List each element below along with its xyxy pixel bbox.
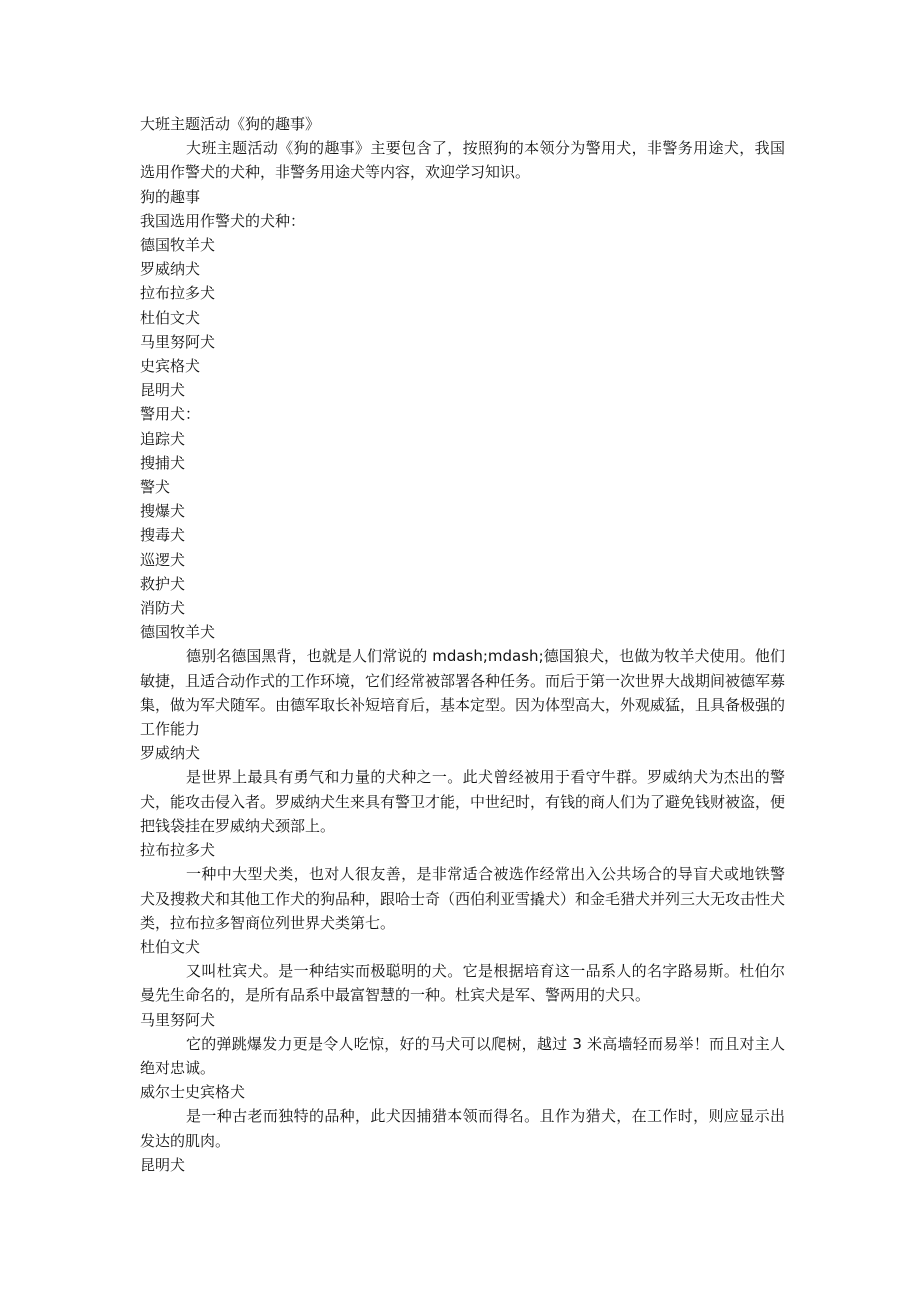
list-item: 拉布拉多犬 — [140, 284, 216, 303]
section-title: 狗的趣事 — [140, 187, 201, 206]
list-item: 搜毒犬 — [140, 526, 186, 545]
list-item: 搜捕犬 — [140, 453, 186, 472]
list-item: 德国牧羊犬 — [140, 236, 216, 255]
breed-description: 是世界上最具有勇气和力量的犬种之一。此犬曾经被用于看守牛群。罗威纳犬为杰出的警犬，能攻击侵入者。罗威纳犬生来具有警卫才能，中世纪时，有钱的商人们为了避免钱财被盗，便把钱袋挂在罗威纳犬颈部上。 — [140, 768, 786, 835]
breed-description: 德别名德国黑背，也就是人们常说的 mdash;mdash;德国狼犬，也做为牧羊犬使用。他们敏捷，且适合动作式的工作环境，它们经常被部署各种任务。而后于第一次世界大战期间被德军募集，做为军犬随军。由德军取长补短培育后，基本定型。因为体型高大，外观威猛，且具备极强的工作能力 — [140, 647, 786, 739]
breed-heading: 威尔士史宾格犬 — [140, 1083, 246, 1102]
list-item: 搜爆犬 — [140, 502, 186, 521]
list-item: 罗威纳犬 — [140, 260, 201, 279]
breed-heading: 拉布拉多犬 — [140, 841, 216, 860]
document-title: 大班主题活动《狗的趣事》 — [140, 115, 321, 133]
breed-heading: 昆明犬 — [140, 1155, 186, 1174]
breed-description: 一种中大型犬类，也对人很友善，是非常适合被选作经常出入公共场合的导盲犬或地铁警犬及搜救犬和其他工作犬的狗品种，跟哈士奇（西伯利亚雪撬犬）和金毛猎犬并列三大无攻击性犬类，拉布拉多智商位列世界犬类第七。 — [140, 865, 786, 932]
breed-heading: 杜伯文犬 — [140, 937, 201, 956]
breed-heading: 罗威纳犬 — [140, 744, 201, 763]
list-item: 昆明犬 — [140, 381, 186, 400]
breed-heading: 德国牧羊犬 — [140, 623, 216, 642]
breed-description: 是一种古老而独特的品种，此犬因捕猎本领而得名。且作为猎犬，在工作时，则应显示出发达的肌肉。 — [140, 1107, 785, 1150]
breed-heading: 马里努阿犬 — [140, 1010, 216, 1029]
document-page — [140, 112, 785, 1177]
list-item: 追踪犬 — [140, 429, 186, 448]
list-item: 巡逻犬 — [140, 550, 186, 569]
list-item: 救护犬 — [140, 574, 186, 593]
breeds-heading: 我国选用作警犬的犬种： — [140, 211, 306, 230]
breed-description: 又叫杜宾犬。是一种结实而极聪明的犬。它是根据培育这一品系人的名字路易斯。杜伯尔曼先生命名的，是所有品系中最富智慧的一种。杜宾犬是军、警两用的犬只。 — [140, 962, 785, 1005]
list-item: 史宾格犬 — [140, 357, 201, 376]
list-item: 马里努阿犬 — [140, 332, 216, 351]
breed-description: 它的弹跳爆发力更是令人吃惊，好的马犬可以爬树，越过 3 米高墙轻而易举！而且对主人绝对忠诚。 — [140, 1034, 785, 1077]
list-item: 消防犬 — [140, 599, 186, 618]
intro-paragraph: 大班主题活动《狗的趣事》主要包含了，按照狗的本领分为警用犬，非警务用途犬，我国选用作警犬的犬种，非警务用途犬等内容，欢迎学习知识。 — [140, 139, 785, 182]
list-item: 杜伯文犬 — [140, 308, 201, 327]
list-item: 警犬 — [140, 478, 171, 497]
police-heading: 警用犬： — [140, 405, 201, 424]
